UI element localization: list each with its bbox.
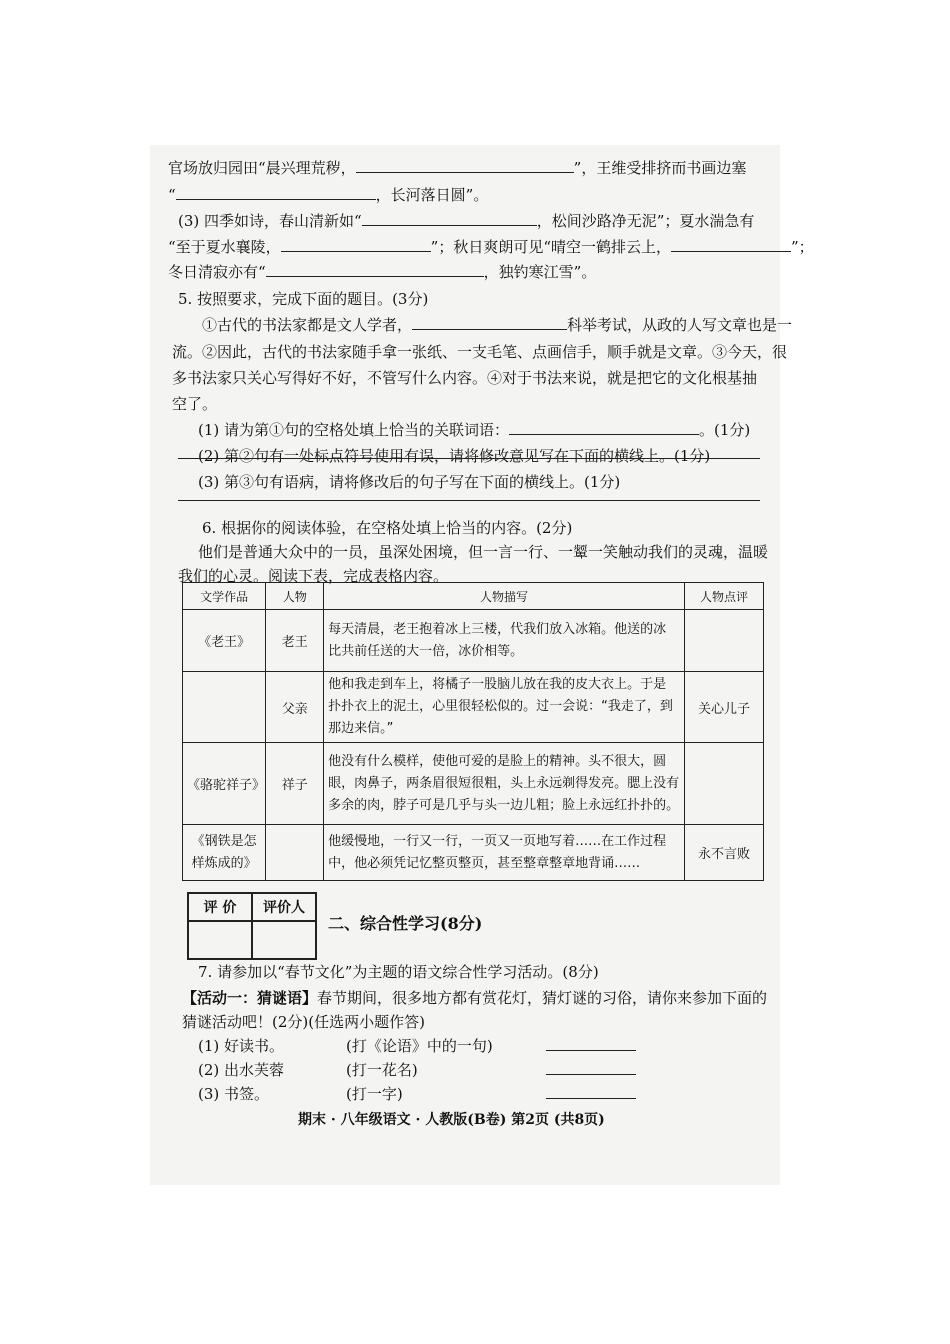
description-cell — [324, 825, 685, 881]
comment-cell: 永不言败 — [684, 825, 763, 881]
header-work: 文学作品 — [183, 583, 266, 610]
description-cell — [324, 672, 685, 743]
q5-sub-1: (1) 请为第①句的空格处填上恰当的关联词语： 。(1分) — [198, 421, 751, 439]
q7-title: 7. 请参加以“春节文化”为主题的语文综合性学习活动。(8分) — [198, 963, 599, 981]
literature-table — [182, 582, 764, 881]
grader-field[interactable] — [252, 921, 316, 959]
answer-blank[interactable] — [671, 237, 791, 252]
q5-passage-3: 多书法家只关心写得好不好，不管写什么内容。④对于书法来说，就是把它的文化根基抽 — [172, 369, 758, 387]
answer-line[interactable] — [178, 500, 760, 501]
q5-title: 5. 按照要求，完成下面的题目。(3分) — [178, 290, 429, 308]
header-description: 人物描写 — [324, 583, 685, 610]
description-line: 中，他必须凭记忆整页整页，甚至整章整章地背诵…… — [328, 855, 641, 871]
q5-passage-2: 流。②因此，古代的书法家随手拿一张纸、一支毛笔、点画信手，顺手就是文章。③今天，很 — [172, 343, 788, 361]
q7-activity-line-2: 猜谜活动吧！(2分)(任选两小题作答) — [182, 1013, 425, 1031]
page-footer: 期末 · 八年级语文 · 人教版(B卷) 第2页 (共8页) — [298, 1112, 605, 1128]
description-line: 多余的肉，脖子可是几乎与头一边儿粗；脸上永远红扑扑的。 — [328, 797, 680, 813]
work-cell-blank[interactable] — [183, 672, 266, 743]
person-cell: 老王 — [266, 610, 324, 672]
answer-blank[interactable] — [412, 315, 567, 330]
riddle-item: (2) 出水芙蓉 (打一花名) — [198, 1060, 636, 1080]
score-box — [187, 892, 317, 960]
comment-cell[interactable] — [684, 743, 763, 825]
q4-line-3: (3) 四季如诗，春山清新如“ ，松间沙路净无泥”；夏水湍急有 — [178, 212, 755, 230]
riddle-item: (1) 好读书。 (打《论语》中的一句) — [198, 1036, 636, 1056]
table-row — [183, 672, 764, 743]
table-row — [183, 743, 764, 825]
q5-passage-4: 空了。 — [172, 395, 218, 413]
answer-blank[interactable] — [546, 1060, 636, 1075]
work-cell: 《骆驼祥子》 — [183, 743, 266, 825]
answer-blank[interactable] — [266, 262, 484, 277]
q5-sub-3: (3) 第③句有语病，请将修改后的句子写在下面的横线上。(1分) — [198, 473, 621, 491]
answer-blank[interactable] — [362, 211, 537, 226]
description-line: 那边来信。” — [328, 721, 394, 736]
q5-sub-2: (2) 第②句有一处标点符号使用有误，请将修改意见写在下面的横线上。(1分) — [198, 447, 711, 465]
header-person: 人物 — [266, 583, 324, 610]
q6-passage-1: 他们是普通大众中的一员，虽深处困境，但一言一行、一颦一笑触动我们的灵魂，温暖 — [198, 543, 769, 561]
description-cell — [324, 743, 685, 825]
q4-line-2: “ ，长河落日圆”。 — [168, 186, 489, 204]
q7-activity-line-1: 【活动一：猜谜语】春节期间，很多地方都有赏花灯，猜灯谜的习俗，请你来参加下面的 — [182, 989, 768, 1007]
header-comment: 人物点评 — [684, 583, 763, 610]
answer-blank[interactable] — [546, 1084, 636, 1099]
answer-blank[interactable] — [356, 158, 574, 173]
answer-blank[interactable] — [509, 420, 699, 435]
answer-blank[interactable] — [176, 185, 376, 200]
person-cell: 祥子 — [266, 743, 324, 825]
answer-blank[interactable] — [281, 237, 431, 252]
section-title: 二、综合性学习(8分) — [328, 914, 483, 933]
description-line: 他缓慢地，一行又一行，一页又一页地写着……在工作过程 — [328, 833, 667, 849]
riddle-item: (3) 书签。 (打一字) — [198, 1084, 636, 1104]
work-cell: 《老王》 — [183, 610, 266, 672]
q6-title: 6. 根据你的阅读体验，在空格处填上恰当的内容。(2分) — [202, 519, 573, 537]
work-cell: 《钢铁是怎样炼成的》 — [183, 825, 266, 881]
table-header-row — [183, 583, 764, 610]
table-row — [183, 825, 764, 881]
description-line: 眼，肉鼻子，两条眉很短很粗，头上永远剃得发亮。腮上没有 — [328, 775, 680, 791]
description-line: 他和我走到车上，将橘子一股脑儿放在我的皮大衣上。于是 — [328, 677, 667, 692]
q4-line-1: 官场放归园田“晨兴理荒秽， ”，王维受排挤而书画边塞 — [168, 159, 747, 177]
grader-label: 评价人 — [252, 893, 316, 921]
q5-passage-1: ①古代的书法家都是文人学者， 科举考试，从政的人写文章也是一 — [202, 316, 793, 334]
description-line: 比共前任送的大一倍，冰价相等。 — [328, 643, 524, 659]
person-cell-blank[interactable] — [266, 825, 324, 881]
description-cell — [324, 610, 685, 672]
q6-passage-2: 我们的心灵。阅读下表，完成表格内容。 — [178, 567, 449, 585]
answer-line[interactable] — [178, 458, 760, 459]
answer-blank[interactable] — [546, 1036, 636, 1051]
description-line: 他没有什么模样，使他可爱的是脸上的精神。头不很大，圆 — [328, 753, 667, 769]
score-field[interactable] — [188, 921, 252, 959]
q4-line-5: 冬日清寂亦有“ ，独钓寒江雪”。 — [168, 263, 597, 281]
table-row — [183, 610, 764, 672]
person-cell: 父亲 — [266, 672, 324, 743]
score-label: 评 价 — [188, 893, 252, 921]
comment-cell[interactable] — [684, 610, 763, 672]
comment-cell: 关心儿子 — [684, 672, 763, 743]
q4-line-4: “至于夏水襄陵， ”；秋日爽朗可见“晴空一鹤排云上， ”； — [168, 238, 814, 256]
description-line: 扑扑衣上的泥土，心里很轻松似的。过一会说：“我走了，到 — [328, 699, 673, 714]
description-line: 每天清晨，老王抱着冰上三楼，代我们放入冰箱。他送的冰 — [328, 621, 667, 637]
